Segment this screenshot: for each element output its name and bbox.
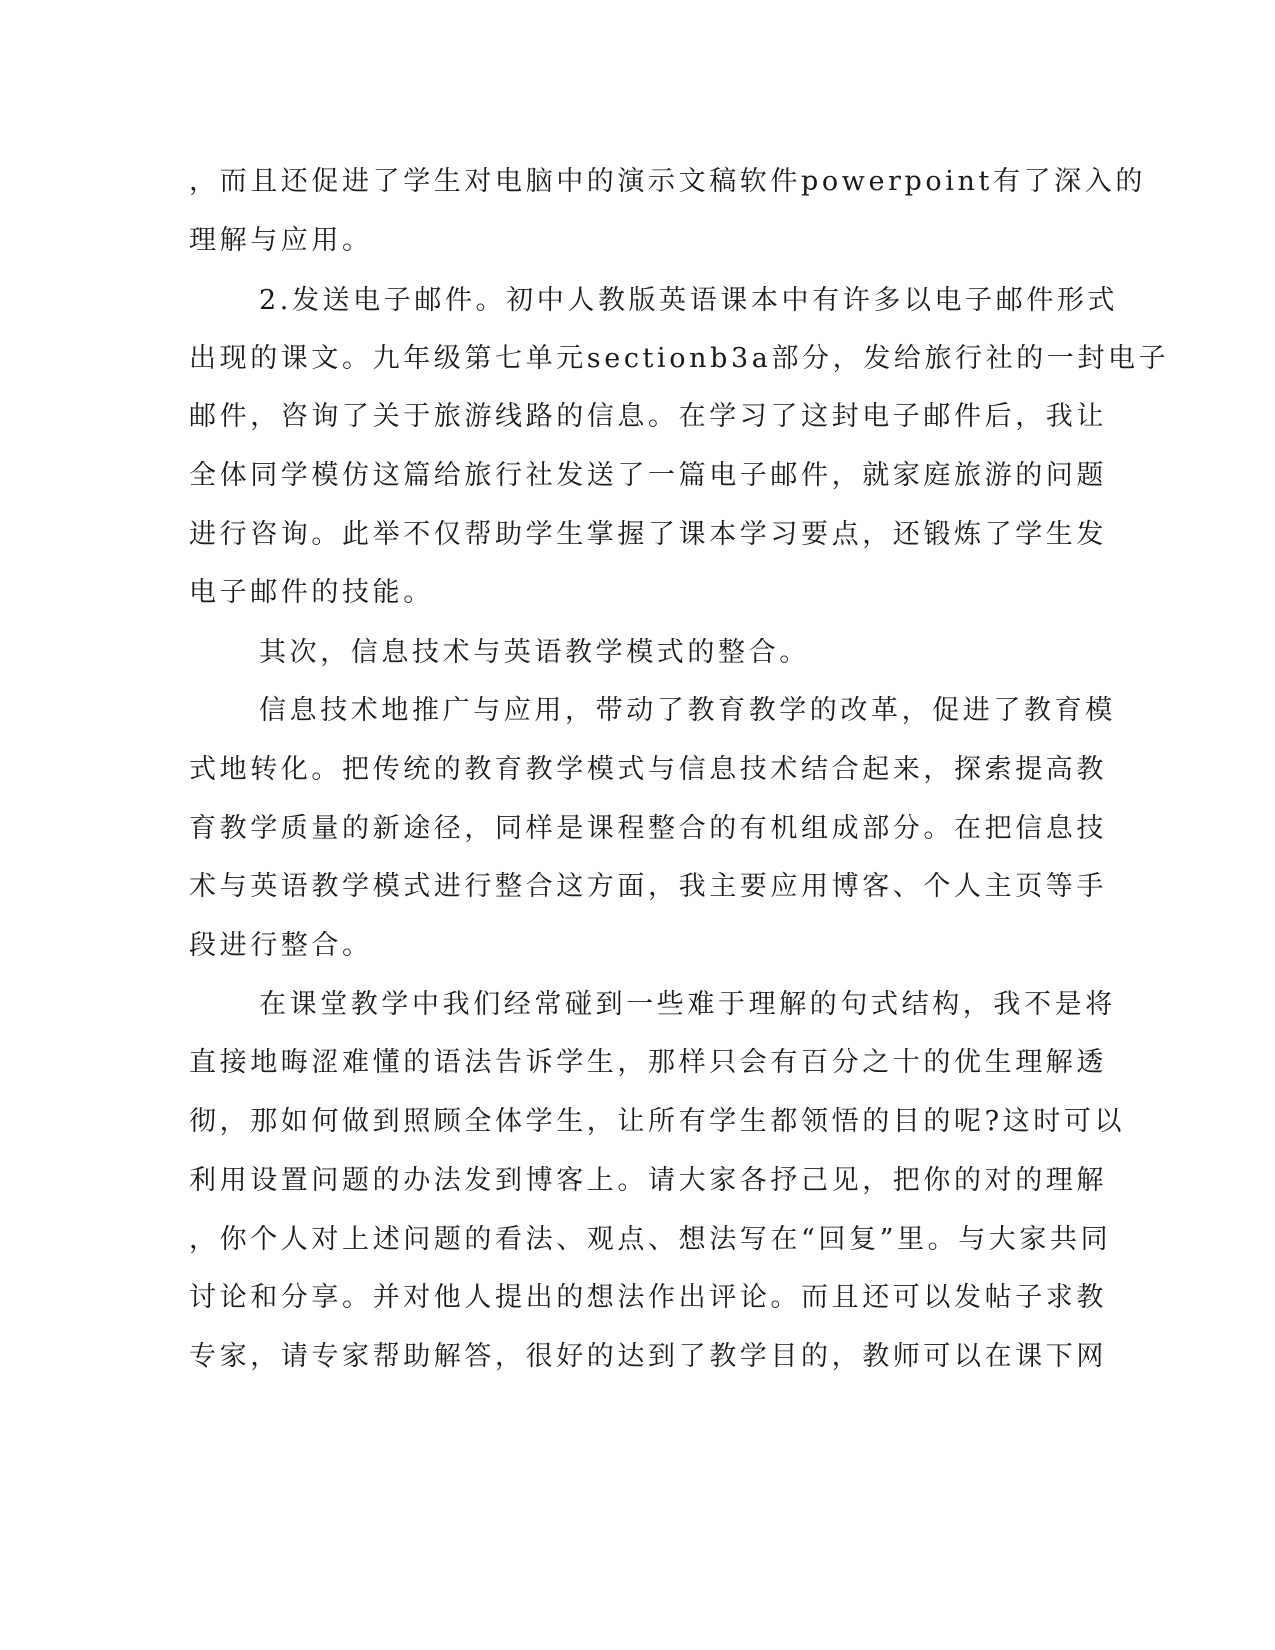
text-line: 育教学质量的新途径，同样是课程整合的有机组成部分。在把信息技	[189, 813, 1107, 844]
text-line: 全体同学模仿这篇给旅行社发送了一篇电子邮件，就家庭旅游的问题	[189, 460, 1107, 491]
text-line: 利用设置问题的办法发到博客上。请大家各抒己见，把你的对的理解	[189, 1165, 1107, 1196]
text-line: 术与英语教学模式进行整合这方面，我主要应用博客、个人主页等手	[189, 871, 1107, 902]
text-line: 邮件，咨询了关于旅游线路的信息。在学习了这封电子邮件后，我让	[189, 401, 1107, 432]
paragraph-start-line: 其次，信息技术与英语教学模式的整合。	[259, 637, 810, 668]
text-line: 进行咨询。此举不仅帮助学生掌握了课本学习要点，还锻炼了学生发	[189, 519, 1107, 550]
text-line: 彻，那如何做到照顾全体学生，让所有学生都领悟的目的呢?这时可以	[189, 1106, 1126, 1137]
text-line: 段进行整合。	[189, 930, 373, 961]
text-line: 电子邮件的技能。	[189, 577, 434, 608]
text-line: ，你个人对上述问题的看法、观点、想法写在“回复”里。与大家共同	[189, 1224, 1112, 1255]
text-line: ，而且还促进了学生对电脑中的演示文稿软件powerpoint有了深入的	[189, 166, 1146, 197]
text-line: 式地转化。把传统的教育教学模式与信息技术结合起来，探索提高教	[189, 754, 1107, 785]
paragraph-start-line: 信息技术地推广与应用，带动了教育教学的改革，促进了教育模	[259, 695, 1116, 726]
text-line: 理解与应用。	[189, 225, 373, 256]
text-line: 讨论和分享。并对他人提出的想法作出评论。而且还可以发帖子求教	[189, 1282, 1107, 1313]
text-line: 出现的课文。九年级第七单元sectionb3a部分，发给旅行社的一封电子	[189, 343, 1170, 374]
paragraph-start-line: 2.发送电子邮件。初中人教版英语课本中有许多以电子邮件形式	[259, 285, 1119, 316]
paragraph-start-line: 在课堂教学中我们经常碰到一些难于理解的句式结构，我不是将	[259, 989, 1116, 1020]
text-line: 专家，请专家帮助解答，很好的达到了教学目的，教师可以在课下网	[189, 1341, 1107, 1372]
text-line: 直接地晦涩难懂的语法告诉学生，那样只会有百分之十的优生理解透	[189, 1047, 1107, 1078]
